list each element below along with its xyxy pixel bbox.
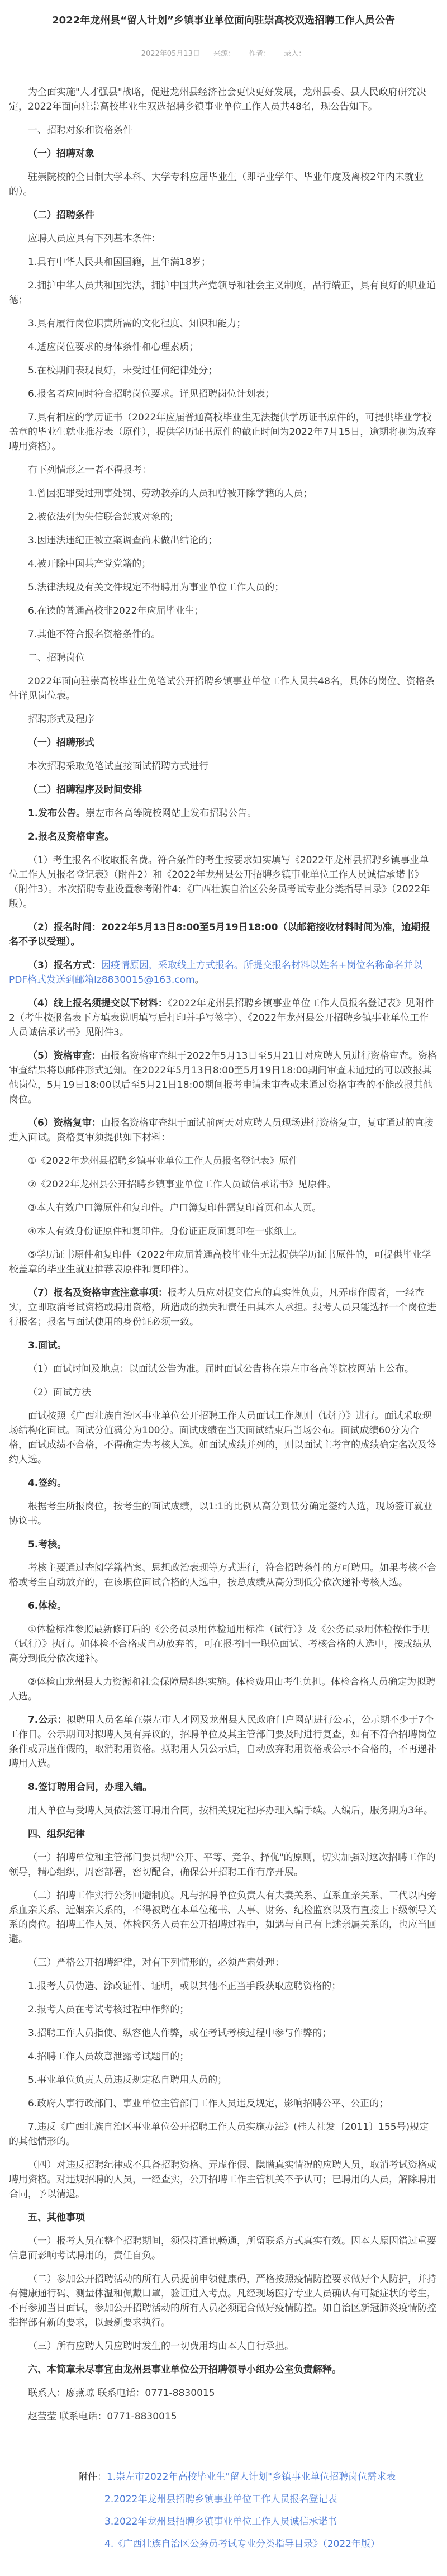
- paragraph: [9, 2409, 438, 2424]
- attachment-line: [78, 2492, 438, 2507]
- body-text: 4.被开除中国共产党党籍的；: [28, 558, 151, 570]
- body-text: 由报名资格审查组于面试前两天对应聘人员现场进行资格复审，复审通过的直接进入面试。资格复审须提供如下材料：: [9, 1117, 434, 1144]
- paragraph: [9, 510, 438, 524]
- paragraph: [9, 1675, 438, 1704]
- section-heading: [9, 1827, 438, 1841]
- paragraph: [9, 1850, 438, 1879]
- paragraph: [9, 1154, 438, 1168]
- body-text: （2）面试方法: [28, 1387, 91, 1399]
- paragraph: [9, 1049, 438, 1107]
- body-text: 本次招聘采取免笔试直接面试招聘方式进行: [28, 761, 208, 773]
- paragraph: [9, 1599, 438, 1613]
- publish-date: 2022年05月13日: [141, 50, 200, 59]
- emphasis-text: （一）招聘形式: [28, 737, 94, 749]
- paragraph: [9, 1561, 438, 1590]
- paragraph: [9, 920, 438, 949]
- body-text: 驻崇院校的全日制大学本科、大学专科应届毕业生（即毕业学年、毕业年度及离校2年内未就业的）。: [9, 172, 424, 198]
- emphasis-text: （3）报名方式：: [28, 960, 101, 972]
- body-text: ②体检由龙州县人力资源和社会保障局组织实施。体检费用由考生负担。体检合格人员确定为拟聘人选。: [9, 1677, 436, 1703]
- paragraph: [9, 2026, 438, 2040]
- section-heading: [9, 123, 438, 138]
- body-text: 报考人员应对提交信息的真实性负责，凡弄虚作假者，一经查实，立即取消考试资格或聘用资格，所造成的损失和责任由其本人承担。报考人员只能选择一个岗位进行报名；报名与面试使用的身份证必须一致。: [9, 1287, 436, 1328]
- body-text: 招聘形式及程序: [28, 714, 94, 726]
- body-text: 面试按照《广西壮族自治区事业单位公开招聘工作人员面试工作规则（试行）》进行。面试采取现场结构化面试。面试分值满分为100分。面试成绩在当天面试结束后当场公布。面试成绩60分为合格，面试成绩不合格，不得确定为考核人选。如面试成绩并列的，则以面试主考官的成绩确定名次及签约人选。: [9, 1410, 436, 1466]
- body-text: ①《2022年龙州县招聘乡镇事业单位工作人员报名登记表》原件: [28, 1156, 298, 1167]
- body-text: ②《2022年龙州县公开招聘乡镇事业单位工作人员诚信承诺书》见原件。: [28, 1179, 336, 1191]
- section-heading: [9, 783, 438, 797]
- body-text: ③本人有效户口簿原件和复印件。户口簿复印件需复印首页和本人页。: [28, 1202, 322, 1214]
- paragraph: [9, 557, 438, 571]
- emphasis-text: （7）报名及资格审查注意事项：: [28, 1287, 168, 1299]
- body-text: 7.违反《广西壮族自治区事业单位公开招聘工作人员实施办法》(桂人社发〔2011〕155号)规定的其他情形的。: [9, 2122, 429, 2148]
- body-text: 根据考生所报岗位，按考生的面试成绩，以1:1的比例从高分到低分确定签约人选，现场签订就业协议书。: [9, 1501, 433, 1527]
- paragraph: [9, 1116, 438, 1145]
- email-link[interactable]: 因疫情原因，采取线上方式报名。所提交报名材料以姓名+岗位名称命名并以PDF格式发送到邮箱lz8830015@163.com: [9, 960, 423, 986]
- body-text: （四）对违反招聘纪律或不具备招聘资格、弄虚作假、隐瞒真实情况的应聘人员，取消考试资格或聘用资格。对违规招聘的人员，一经查实，公开招聘工作主管机关不予认可；已聘用的人员，解除聘用合同，予以清退。: [9, 2160, 436, 2200]
- section-heading: [9, 736, 438, 750]
- emphasis-text: 5.考核。: [28, 1539, 67, 1551]
- body-text: 一、招聘对象和资格条件: [28, 125, 132, 136]
- emphasis-text: （4）线上报名须提交以下材料：: [28, 998, 168, 1010]
- paragraph: [9, 853, 438, 911]
- paragraph: [9, 1385, 438, 1400]
- paragraph: [9, 1780, 438, 1794]
- attachments-label: 附件：: [78, 2471, 107, 2483]
- body-text: （二）招聘工作实行公务回避制度。凡与招聘单位负责人有夫妻关系、直系血亲关系、三代以内旁系血亲关系、近姻亲关系的，不得被聘在本单位秘书、人事、财务、纪检监察以及有直接上下级领导关系的岗位。招聘工作人员、体检医务人员在公开招聘过程中，如遇与自己有上述亲属关系的，也应当回避。: [9, 1890, 436, 1945]
- paragraph: [9, 255, 438, 269]
- paragraph: [9, 2272, 438, 2330]
- emphasis-text: 6.体检。: [28, 1600, 67, 1612]
- paragraph: [9, 2386, 438, 2400]
- paragraph: [9, 1622, 438, 1666]
- body-text: 5.事业单位负责人员违反规定私自聘用人员的；: [28, 2075, 227, 2086]
- attachment-link[interactable]: 4.《广西壮族自治区公务员考试专业分类指导目录》（2022年版）: [104, 2539, 380, 2550]
- body-text: 用人单位与受聘人员依法签订聘用合同，按相关规定程序办理入编手续。入编后，服务期为3年。: [28, 1805, 433, 1817]
- emphasis-text: （一）招聘对象: [28, 148, 94, 160]
- body-text: （一）招聘单位和主管部门要贯彻"公开、平等、竞争、择优"的原则，切实加强对这次招聘工作的领导，精心组织，周密部署，密切配合，确保公开招聘工作有序开展。: [9, 1852, 436, 1878]
- emphasis-text: （二）招聘程序及时间安排: [28, 784, 142, 796]
- attachment-line: [78, 2537, 438, 2551]
- body-text: 6.政府人事行政部门、事业单位主管部门工作人员违反规定，影响招聘公平、公正的；: [28, 2098, 389, 2110]
- emphasis-text: （6）资格复审：: [28, 1117, 101, 1129]
- emphasis-text: 3.面试。: [28, 1340, 67, 1352]
- body-text: 赵莹莹 联系电话：0771-8830015: [28, 2411, 177, 2423]
- paragraph-list: [9, 85, 438, 2424]
- body-text: 2.被依法列为失信联合惩戒对象的;: [28, 512, 173, 523]
- emphasis-text: 7.公示：: [28, 1715, 67, 1726]
- paragraph: [9, 410, 438, 454]
- emphasis-text: 五、其他事项: [28, 2212, 85, 2224]
- section-heading: [9, 146, 438, 161]
- paragraph: [9, 604, 438, 618]
- paragraph: [9, 2120, 438, 2149]
- paragraph: [9, 806, 438, 821]
- paragraph: [9, 759, 438, 774]
- paragraph: [9, 1499, 438, 1528]
- body-text: （1）考生报名不收取报名费。符合条件的考生按要求如实填写《2022年龙州县招聘乡镇事业单位工作人员报名登记表》（附件2）和《2022年龙州县公开招聘乡镇事业单位工作人员诚信承诺书》（附件3）。本次招聘专业设置参考附件4：《广西壮族自治区公务员考试专业分类指导目录》（2022年版）。: [9, 855, 430, 910]
- paragraph: [9, 1979, 438, 1993]
- article-meta: [0, 37, 447, 61]
- attachment-link[interactable]: 3.2022年龙州县招聘乡镇事业单位工作人员诚信承诺书: [104, 2516, 337, 2528]
- paragraph: [9, 2073, 438, 2087]
- section-heading: [9, 2210, 438, 2225]
- paragraph: [9, 1177, 438, 1192]
- body-text: ⑤学历证书原件和复印件（2022年应届普通高校毕业生无法提供学历证书原件的，可提供毕业学校盖章的毕业生就业推荐表原件和复印件）。: [9, 1249, 431, 1276]
- paragraph: [9, 486, 438, 501]
- paragraph: [9, 463, 438, 477]
- emphasis-text: 4.签约。: [28, 1478, 67, 1489]
- body-text: 2.报考人员在考试考核过程中作弊的；: [28, 2004, 189, 2016]
- body-text: 有下列情形之一者不得报考：: [28, 465, 151, 476]
- paragraph: [9, 996, 438, 1040]
- body-text: 1.曾因犯罪受过刑事处罚、劳动教养的人员和曾被开除学籍的人员；: [28, 488, 313, 500]
- body-text: （二）参加公开招聘活动的所有人员提前申领健康码，严格按照疫情防控要求做好个人防护，并持有健康通行码、测量体温和佩戴口罩，验证进入考点。凡经现场医疗专业人员确认有可疑症状的考生，不再参加当日面试，参加公开招聘活动的所有人员必须配合做好疫情防控。如自治区新冠肺炎疫情防控指挥部有新的要求，以最新要求执行。: [9, 2274, 436, 2329]
- paragraph: [9, 627, 438, 642]
- paragraph: [9, 1803, 438, 1818]
- paragraph: [9, 2234, 438, 2263]
- body-text: 由报名资格审查组于2022年5月13日至5月21日对应聘人员进行资格审查。资格审查结果将以邮件形式通知。在2022年5月13日8:00至5月19日18:00期间审查未通过的可以改报其他岗位，5月19日18:00以后至5月21日18:00期间报考申请未审查或未通过资格审查的不能改报其他岗位。: [9, 1050, 438, 1106]
- body-text: 4.适应岗位要求的身体条件和心理素质；: [28, 342, 199, 353]
- body-text: 二、招聘岗位: [28, 652, 85, 664]
- body-text: 3.因违法违纪正被立案调查尚未做出结论的；: [28, 535, 218, 547]
- body-text: 考核主要通过查阅学籍档案、思想政治表现等方式进行，符合招聘条件的方可聘用。如果考核不合格或考生自动放弃的，在该职位面试合格的人选中，按总成绩从高分到低分依次递补考核人选。: [9, 1562, 436, 1589]
- section-heading: [9, 2362, 438, 2377]
- section-heading: [9, 208, 438, 222]
- body-text: 4.招聘工作人员故意泄露考试题目的；: [28, 2051, 189, 2063]
- section-heading: [9, 712, 438, 727]
- page-title: 2022年龙州县“留人计划”乡镇事业单位面向驻崇高校双选招聘工作人员公告: [52, 15, 395, 26]
- attachment-list: [78, 2470, 438, 2551]
- paragraph: [9, 1224, 438, 1239]
- body-text: 崇左市各高等院校网站上发布招聘公告。: [85, 808, 257, 820]
- body-text: 6.在读的普通高校非2022年应届毕业生；: [28, 605, 204, 617]
- paragraph: [9, 1409, 438, 1467]
- paragraph: [9, 2002, 438, 2017]
- body-text: ①体检标准参照最新修订后的《公务员录用体检通用标准（试行）》及《公务员录用体检操作手册（试行）》执行。如体检不合格或自动放弃的，可在报考同一职位面试、考核合格的人选中，按成绩从高分到低分依次递补。: [9, 1624, 432, 1665]
- emphasis-text: 1.发布公告。: [28, 808, 86, 820]
- paragraph: [9, 363, 438, 378]
- paragraph: [9, 1248, 438, 1277]
- body-text: （1）面试时间及地点：以面试公告为准。届时面试公告将在崇左市各高等院校网站上公布。: [28, 1363, 414, 1375]
- paragraph: [9, 316, 438, 331]
- paragraph: [9, 278, 438, 307]
- paragraph: [9, 1362, 438, 1376]
- attachment-link[interactable]: 2.2022年龙州县招聘乡镇事业单位工作人员报名登记表: [104, 2494, 337, 2506]
- emphasis-text: （5）资格审查：: [28, 1050, 101, 1062]
- source-label: 来源：: [213, 50, 235, 59]
- emphasis-text: 四、组织纪律: [28, 1829, 85, 1840]
- paragraph: [9, 387, 438, 401]
- paragraph: [9, 1955, 438, 1970]
- paragraph: [9, 340, 438, 354]
- emphasis-text: 六、本简章未尽事宜由龙州县事业单位公开招聘领导小组办公室负责解释。: [28, 2364, 341, 2376]
- paragraph: [9, 958, 438, 987]
- body-text: 7.具有相应的学历证书（2022年应届普通高校毕业生无法提供学历证书原件的，可提供毕业学校盖章的毕业生就业推荐表（原件），提供学历证书原件的截止时间为2022年7月15日，逾期将视为放弃聘用资格）。: [9, 412, 436, 453]
- paragraph: [9, 1476, 438, 1490]
- body-text: 5.法律法规及有关文件规定不得聘用为事业单位工作人员的；: [28, 582, 284, 594]
- body-text: （三）严格公开招聘纪律，对有下列情形的，必须严肃处理：: [28, 1957, 284, 1969]
- body-text: 1.具有中华人民共和国国籍，且年满18岁；: [28, 257, 211, 268]
- paragraph: [9, 231, 438, 246]
- emphasis-text: 8.签订聘用合同，办理入编。: [28, 1782, 153, 1793]
- paragraph: [9, 1201, 438, 1215]
- paragraph: [9, 2049, 438, 2064]
- body-text: 3.具有履行岗位职责所需的文化程度、知识和能力；: [28, 318, 246, 330]
- body-text: 5.在校期间表现良好，未受过任何纪律处分；: [28, 365, 218, 377]
- body-text: 2.拥护中华人员共和国宪法，拥护中国共产党领导和社会主义制度，品行端正，具有良好的职业道德；: [9, 280, 436, 306]
- body-text: （三）所有应聘人员应聘时发生的一切费用均由本人自行承担。: [28, 2341, 294, 2352]
- paragraph: [9, 1888, 438, 1947]
- paragraph: [9, 580, 438, 595]
- body-text: 2022年面向驻崇高校毕业生免笔试公开招聘乡镇事业单位工作人员共48名，具体的岗位、资格条件详见岗位表。: [9, 676, 435, 702]
- paragraph: [9, 1713, 438, 1771]
- body-text: 联系人：廖燕琼 联系电话：0771-8830015: [28, 2388, 215, 2399]
- body-text: 6.报名者应同时符合招聘岗位要求。详见招聘岗位计划表；: [28, 389, 275, 400]
- body-text: （一）报考人员在整个招聘期间，须保持通讯畅通，所留联系方式真实有效。因本人原因错过重要信息而影响考试聘用的，责任自负。: [9, 2236, 436, 2262]
- body-text: ④本人有效身份证原件和复印件。身份证正反面复印在一张纸上。: [28, 1226, 303, 1238]
- emphasis-text: （二）招聘条件: [28, 210, 94, 221]
- attachment-line: [78, 2470, 438, 2484]
- article-body: [0, 61, 447, 2576]
- body-text: 3.招聘工作人员指使、纵容他人作弊，或在考试考核过程中参与作弊的；: [28, 2028, 332, 2039]
- body-text: 7.其他不符合报名资格条件的。: [28, 629, 161, 641]
- emphasis-text: 2.报名及资格审查。: [28, 831, 115, 843]
- body-text: 《2022年龙州县招聘乡镇事业单位工作人员报名登记表》见附件2（考生按报名表下方填表说明填写后打印并手写签字）、《2022年龙州县公开招聘乡镇事业单位工作人员诚信承诺书》见附件3。: [9, 998, 434, 1039]
- paragraph: [9, 1537, 438, 1552]
- paragraph: [9, 2339, 438, 2354]
- paragraph: [9, 1338, 438, 1353]
- body-text: 。: [194, 974, 205, 986]
- body-text: 1.报考人员伪造、涂改证件、证明，或以其他不正当手段获取应聘资格的；: [28, 1981, 341, 1992]
- paragraph: [9, 85, 438, 114]
- body-text: 拟聘用人员名单在崇左市人才网及龙州县人民政府门户网站进行公示，公示期不少于7个工作日。公示期间对拟聘人员有异议的，招聘单位及其主管部门要及时进行复查，如有不符合招聘岗位条件或弄虚作假的，取消聘用资格。拟聘用人员公示后，自动放弃聘用资格或公示不合格的，不再递补聘用人选。: [9, 1715, 436, 1770]
- body-text: 为全面实施"人才强县"战略，促进龙州县经济社会更快更好发展，龙州县委、县人民政府研究决定，2022年面向驻崇高校毕业生双选招聘乡镇事业单位工作人员共48名，现公告如下。: [9, 87, 426, 113]
- paragraph: [9, 2158, 438, 2201]
- paragraph: [9, 674, 438, 703]
- paragraph: [9, 533, 438, 548]
- paragraph: [9, 2096, 438, 2111]
- paragraph: [9, 1286, 438, 1329]
- entry-label: 录入：: [284, 50, 306, 59]
- author-label: 作者：: [249, 50, 271, 59]
- paragraph: [9, 830, 438, 844]
- section-heading: [9, 651, 438, 665]
- attachment-line: [78, 2515, 438, 2529]
- paragraph: [9, 170, 438, 199]
- body-text: 应聘人员应具有下列基本条件：: [28, 233, 161, 245]
- attachment-link[interactable]: 1.崇左市2022年高校毕业生"留人计划"乡镇事业单位招聘岗位需求表: [107, 2471, 396, 2483]
- emphasis-text: （2）报名时间：2022年5月13日8:00至5月19日18:00（以邮箱接收材料时间为准，逾期报名不予以受理）。: [9, 922, 430, 948]
